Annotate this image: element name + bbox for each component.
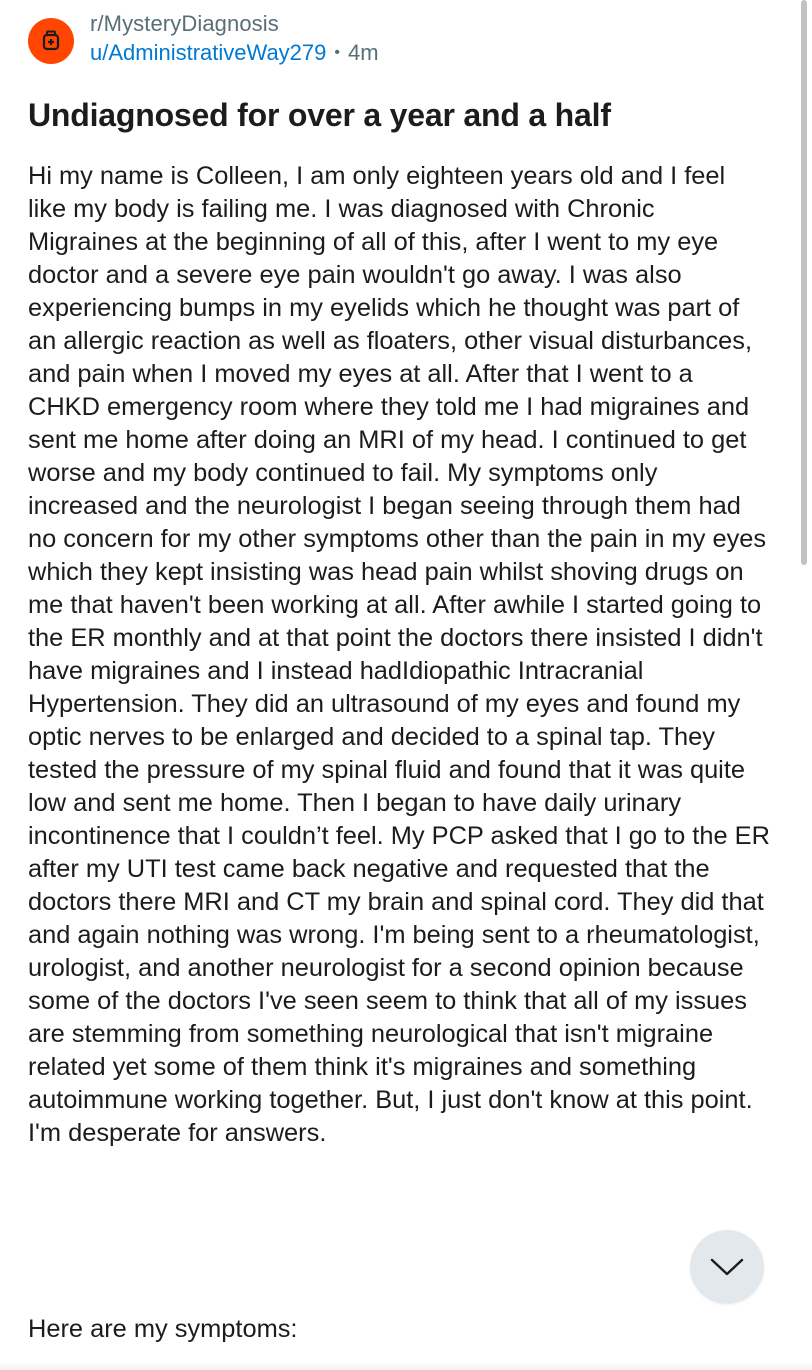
- scrollbar[interactable]: [800, 0, 808, 565]
- author-row: [90, 38, 379, 68]
- post-age: 4m: [348, 40, 379, 65]
- community-avatar[interactable]: [28, 18, 74, 64]
- scroll-down-button[interactable]: [690, 1230, 764, 1304]
- post-body: [28, 160, 770, 1150]
- community-icon: [39, 29, 63, 53]
- subreddit-link[interactable]: r/MysteryDiagnosis: [90, 11, 279, 36]
- author-link[interactable]: u/AdministrativeWay279: [90, 40, 327, 65]
- post-title: Undiagnosed for over a year and a half: [28, 97, 611, 133]
- post-meta: [90, 10, 379, 68]
- chevron-down-icon: [709, 1257, 745, 1277]
- post-header: [28, 10, 772, 74]
- post-body-paragraph: Hi my name is Colleen, I am only eighteen years old and I feel like my body is failing me. I was diagnosed with Chronic Migraines at the beginning of all of this, after I went to my eye doctor and a severe eye pain wouldn't go away. I was also experiencing bumps in my eyelids which he thought was part of an allergic reaction as well as floaters, other visual disturbances, and pain when I moved my eyes at all. After that I went to a CHKD emergency room where they told me I had migraines and sent me home after doing an MRI of my head. I continued to get worse and my body continued to fail. My symptoms only increased and the neurologist I began seeing through them had no concern for my other symptoms other than the pain in my eyes which they kept insisting was head pain whilst shoving drugs on me that haven't been working at all. After awhile I started going to the ER monthly and at that point the doctors there insisted I didn't have migraines and I instead hadIdiopathic Intracranial Hypertension. They did an ultrasound of my eyes and found my optic nerves to be enlarged and decided to a spinal tap. They tested the pressure of my spinal fluid and found that it was quite low and sent me home. Then I began to have daily urinary incontinence that I couldn’t feel. My PCP asked that I go to the ER after my UTI test came back negative and requested that the doctors there MRI and CT my brain and spinal cord. They did that and again nothing was wrong. I'm being sent to a rheumatologist, urologist, and another neurologist for a second opinion because some of the doctors I've seen seem to think that all of my issues are stemming from something neurological that isn't migraine related yet some of them think it's migraines and something autoimmune working together. But, I just don't know at this point. I'm desperate for answers.: [28, 162, 770, 1147]
- symptoms-heading: Here are my symptoms:: [28, 1315, 298, 1343]
- bottom-divider: [0, 1362, 812, 1370]
- scrollbar-thumb[interactable]: [801, 0, 807, 565]
- meta-separator: •: [334, 44, 341, 61]
